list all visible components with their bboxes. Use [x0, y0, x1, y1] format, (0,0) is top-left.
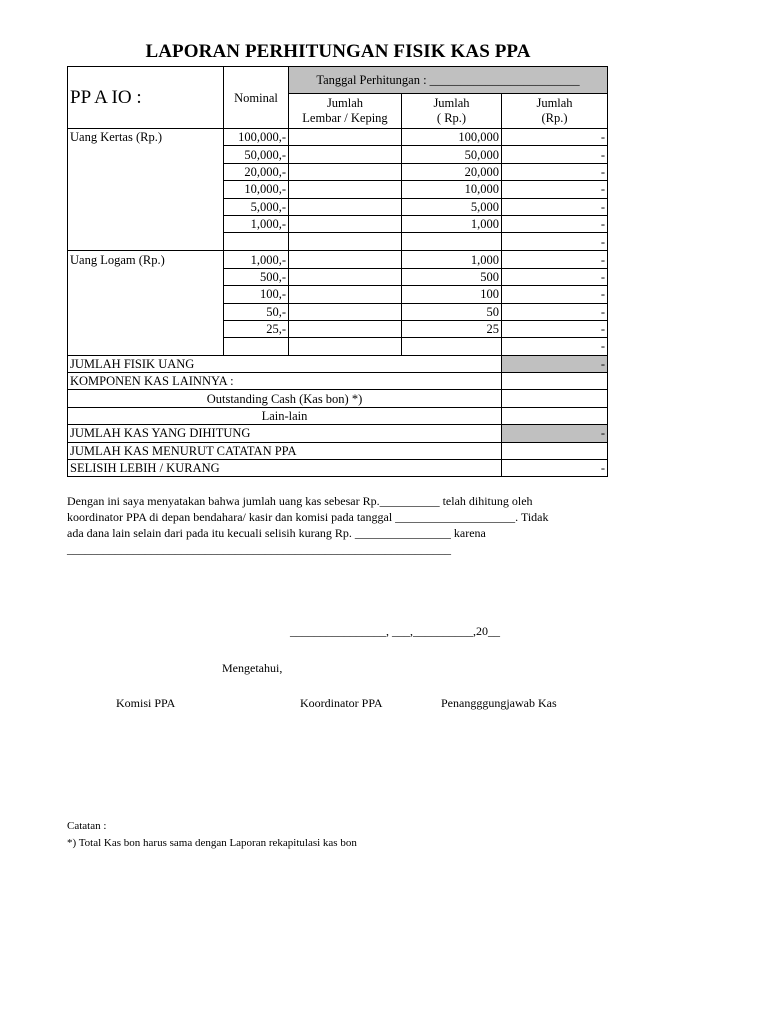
statement-paragraph	[67, 493, 607, 557]
total-cell: -	[502, 129, 608, 146]
rp-cell: 20,000	[402, 163, 502, 180]
rp-cell: 50	[402, 303, 502, 320]
table-row	[68, 390, 608, 407]
rp-cell: 500	[402, 268, 502, 285]
nominal-header: Nominal	[224, 67, 289, 129]
selisih-value: -	[502, 460, 608, 477]
table-row	[68, 303, 608, 320]
table-row	[68, 338, 608, 355]
table-row	[68, 251, 608, 268]
total-cell: -	[502, 163, 608, 180]
lembar-cell[interactable]	[289, 163, 402, 180]
total-cell: -	[502, 181, 608, 198]
signature-penanggung-jawab: Penangggungjawab Kas	[441, 696, 557, 710]
lembar-cell[interactable]	[289, 198, 402, 215]
outstanding-cash-value[interactable]	[502, 390, 608, 407]
table-row	[68, 460, 608, 477]
total-cell: -	[502, 320, 608, 337]
note-item: *) Total Kas bon harus sama dengan Laporan rekapitulasi kas bon	[67, 837, 357, 849]
statement-line: koordinator PPA di depan bendahara/ kasir dan komisi pada tanggal ____________________. Tidak	[67, 510, 549, 524]
lain-lain-label: Lain-lain	[68, 407, 502, 424]
date-line: ________________, ___,__________,20__	[290, 624, 500, 638]
lembar-cell[interactable]	[289, 215, 402, 232]
signature-komisi: Komisi PPA	[116, 696, 176, 710]
table-row	[68, 215, 608, 232]
table-row	[68, 425, 608, 442]
rp-cell: 1,000	[402, 251, 502, 268]
nominal-cell: 50,000,-	[224, 146, 289, 163]
table-row	[68, 442, 608, 459]
lembar-cell[interactable]	[289, 129, 402, 146]
total-cell: -	[502, 286, 608, 303]
lembar-cell[interactable]	[289, 146, 402, 163]
rp-cell	[402, 233, 502, 251]
total-cell: -	[502, 303, 608, 320]
nominal-cell: 100,000,-	[224, 129, 289, 146]
lembar-cell[interactable]	[289, 286, 402, 303]
total-cell: -	[502, 251, 608, 268]
ppa-io-label: PP A IO :	[68, 67, 224, 129]
table-row	[68, 181, 608, 198]
signature-koordinator: Koordinator PPA	[300, 696, 383, 710]
outstanding-cash-label: Outstanding Cash (Kas bon) *)	[68, 390, 502, 407]
total-cell: -	[502, 146, 608, 163]
nominal-cell	[224, 338, 289, 355]
nominal-cell: 500,-	[224, 268, 289, 285]
rp-cell: 5,000	[402, 198, 502, 215]
nominal-cell: 100,-	[224, 286, 289, 303]
jumlah-lembar-header: Jumlah Lembar / Keping	[289, 94, 402, 129]
nominal-cell: 10,000,-	[224, 181, 289, 198]
cash-count-table	[67, 66, 608, 477]
rp-cell: 100,000	[402, 129, 502, 146]
report-title: LAPORAN PERHITUNGAN FISIK KAS PPA	[145, 41, 531, 62]
table-row	[68, 233, 608, 251]
table-row	[68, 286, 608, 303]
mengetahui-label: Mengetahui,	[222, 661, 283, 675]
jumlah-rp-header: Jumlah ( Rp.)	[402, 94, 502, 129]
total-cell: -	[502, 268, 608, 285]
nominal-cell: 5,000,-	[224, 198, 289, 215]
table-row	[68, 355, 608, 372]
rp-cell: 50,000	[402, 146, 502, 163]
jumlah-fisik-uang-value: -	[502, 355, 608, 372]
table-row	[68, 268, 608, 285]
statement-line: Dengan ini saya menyatakan bahwa jumlah uang kas sebesar Rp.__________ telah dihitung oleh	[67, 494, 533, 508]
total-cell: -	[502, 215, 608, 232]
table-row	[68, 373, 608, 390]
rp-cell	[402, 338, 502, 355]
table-row	[68, 320, 608, 337]
rp-cell: 10,000	[402, 181, 502, 198]
table-row	[68, 407, 608, 424]
jumlah-kas-catatan-value[interactable]	[502, 442, 608, 459]
lembar-cell[interactable]	[289, 268, 402, 285]
total-cell: -	[502, 198, 608, 215]
statement-line: ________________________________________________________________	[67, 542, 451, 556]
selisih-label: SELISIH LEBIH / KURANG	[68, 460, 502, 477]
total-cell: -	[502, 233, 608, 251]
table-row	[68, 146, 608, 163]
lembar-cell[interactable]	[289, 320, 402, 337]
lembar-cell[interactable]	[289, 338, 402, 355]
table-row	[68, 129, 608, 146]
tanggal-perhitungan-field: Tanggal Perhitungan : ________________________	[289, 67, 608, 94]
nominal-cell: 50,-	[224, 303, 289, 320]
rp-cell: 100	[402, 286, 502, 303]
jumlah-total-header: Jumlah (Rp.)	[502, 94, 608, 129]
jumlah-kas-catatan-label: JUMLAH KAS MENURUT CATATAN PPA	[68, 442, 502, 459]
lembar-cell[interactable]	[289, 233, 402, 251]
nominal-cell: 25,-	[224, 320, 289, 337]
jumlah-fisik-uang-label: JUMLAH FISIK UANG	[68, 355, 502, 372]
statement-line: ada dana lain selain dari pada itu kecuali selisih kurang Rp. ________________ karena	[67, 526, 486, 540]
total-cell: -	[502, 338, 608, 355]
nominal-cell: 1,000,-	[224, 215, 289, 232]
table-row	[68, 163, 608, 180]
nominal-cell	[224, 233, 289, 251]
nominal-cell: 20,000,-	[224, 163, 289, 180]
lembar-cell[interactable]	[289, 251, 402, 268]
uang-kertas-label: Uang Kertas (Rp.)	[68, 129, 224, 146]
nominal-cell: 1,000,-	[224, 251, 289, 268]
lembar-cell[interactable]	[289, 303, 402, 320]
rp-cell: 25	[402, 320, 502, 337]
uang-logam-label: Uang Logam (Rp.)	[68, 251, 224, 268]
jumlah-kas-dihitung-value: -	[502, 425, 608, 442]
lembar-cell[interactable]	[289, 181, 402, 198]
jumlah-kas-dihitung-label: JUMLAH KAS YANG DIHITUNG	[68, 425, 502, 442]
komponen-kas-lainnya-label: KOMPONEN KAS LAINNYA :	[68, 373, 502, 390]
notes-label: Catatan :	[67, 820, 107, 832]
lain-lain-value[interactable]	[502, 407, 608, 424]
table-row	[68, 198, 608, 215]
rp-cell: 1,000	[402, 215, 502, 232]
